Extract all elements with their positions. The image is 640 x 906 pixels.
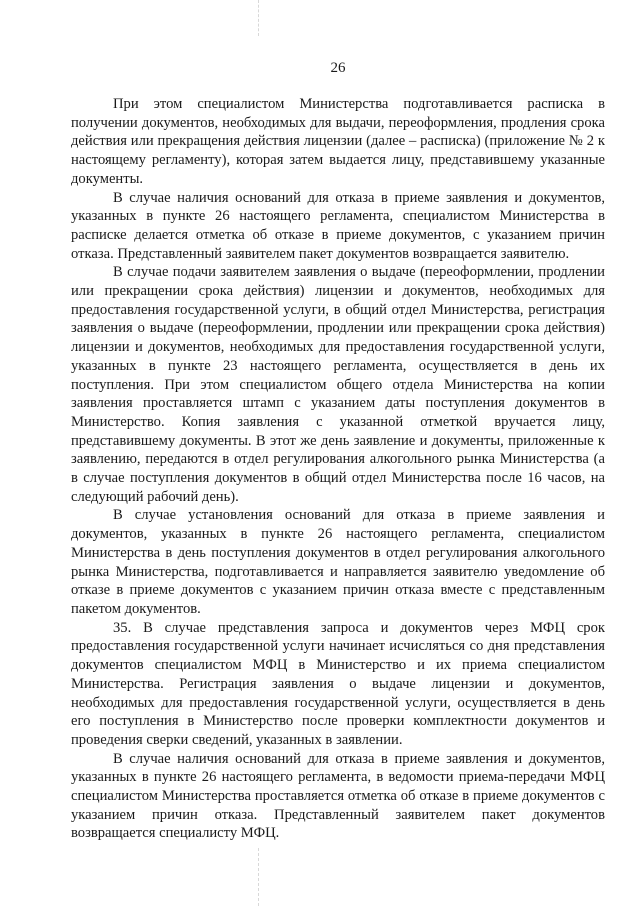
paragraph-general-department: В случае подачи заявителем заявления о выдаче (переоформлении, продлении или прекращении срока действия) лицензии и документов, необходимых для предоставления государственной услуги, в общий отдел Министерства, регистрация заявления о выдаче (переоформлении, продлении или прекращении срока действия) лицензии и документов, необходимых для предоставления государственной услуги, указанных в пункте 23 настоящего регламента, осуществляется в день их поступления. При этом специалистом общего отдела Министерства на копии заявления проставляется штамп с указанием даты поступления документов в Министерство. Копия заявления с указанной отметкой вручается лицу, представившему документы. В этот же день заявление и документы, приложенные к заявлению, передаются в отдел регулирования алкогольного рынка Министерства (а в случае поступления документов в общий отдел Министерства после 16 часов, на следующий рабочий день).	[71, 264, 605, 505]
fold-mark-top	[258, 0, 260, 36]
paragraph-refusal-receipt: В случае наличия оснований для отказа в приеме заявления и документов, указанных в пункте 26 настоящего регламента, специалистом Министерства в расписке делается отметка об отказе в приеме документов, с указанием причин отказа. Представленный заявителем пакет документов возвращается заявителю.	[71, 189, 605, 262]
fold-mark-bottom	[258, 848, 260, 906]
paragraph-mfc-refusal: В случае наличия оснований для отказа в приеме заявления и документов, указанных в пункте 26 настоящего регламента, в ведомости приема-передачи МФЦ специалистом Министерства проставляется отметка об отказе в приеме документов с указанием причин отказа. Представленный заявителем пакет документов возвращается специалисту МФЦ.	[71, 750, 605, 842]
document-body	[71, 95, 605, 843]
paragraph-receipt: При этом специалистом Министерства подготавливается расписка в получении документов, необходимых для выдачи, переоформления, продления срока действия или прекращения действия лицензии (далее – расписка) (приложение № 2 к настоящему регламенту), которая затем выдается лицу, представившему указанные документы.	[71, 96, 605, 187]
paragraph-35-mfc: 35. В случае представления запроса и документов через МФЦ срок предоставления государственной услуги начинает исчисляться со дня представления документов специалистом МФЦ в Министерство и их приема специалистом Министерства. Регистрация заявления о выдаче лицензии и документов, необходимых для предоставления государственной услуги, осуществляется в день его поступления в Министерство после проверки комплектности документов и проведения сверки сведений, указанных в заявлении.	[71, 619, 605, 748]
paragraph-refusal-notification: В случае установления оснований для отказа в приеме заявления и документов, указанных в пункте 26 настоящего регламента, специалистом Министерства в день поступления документов в отдел регулирования алкогольного рынка Министерства, подготавливается и направляется заявителю уведомление об отказе в приеме документов с указанием причин отказа вместе с представленным пакетом документов.	[71, 507, 605, 617]
page-number: 26	[330, 60, 346, 76]
